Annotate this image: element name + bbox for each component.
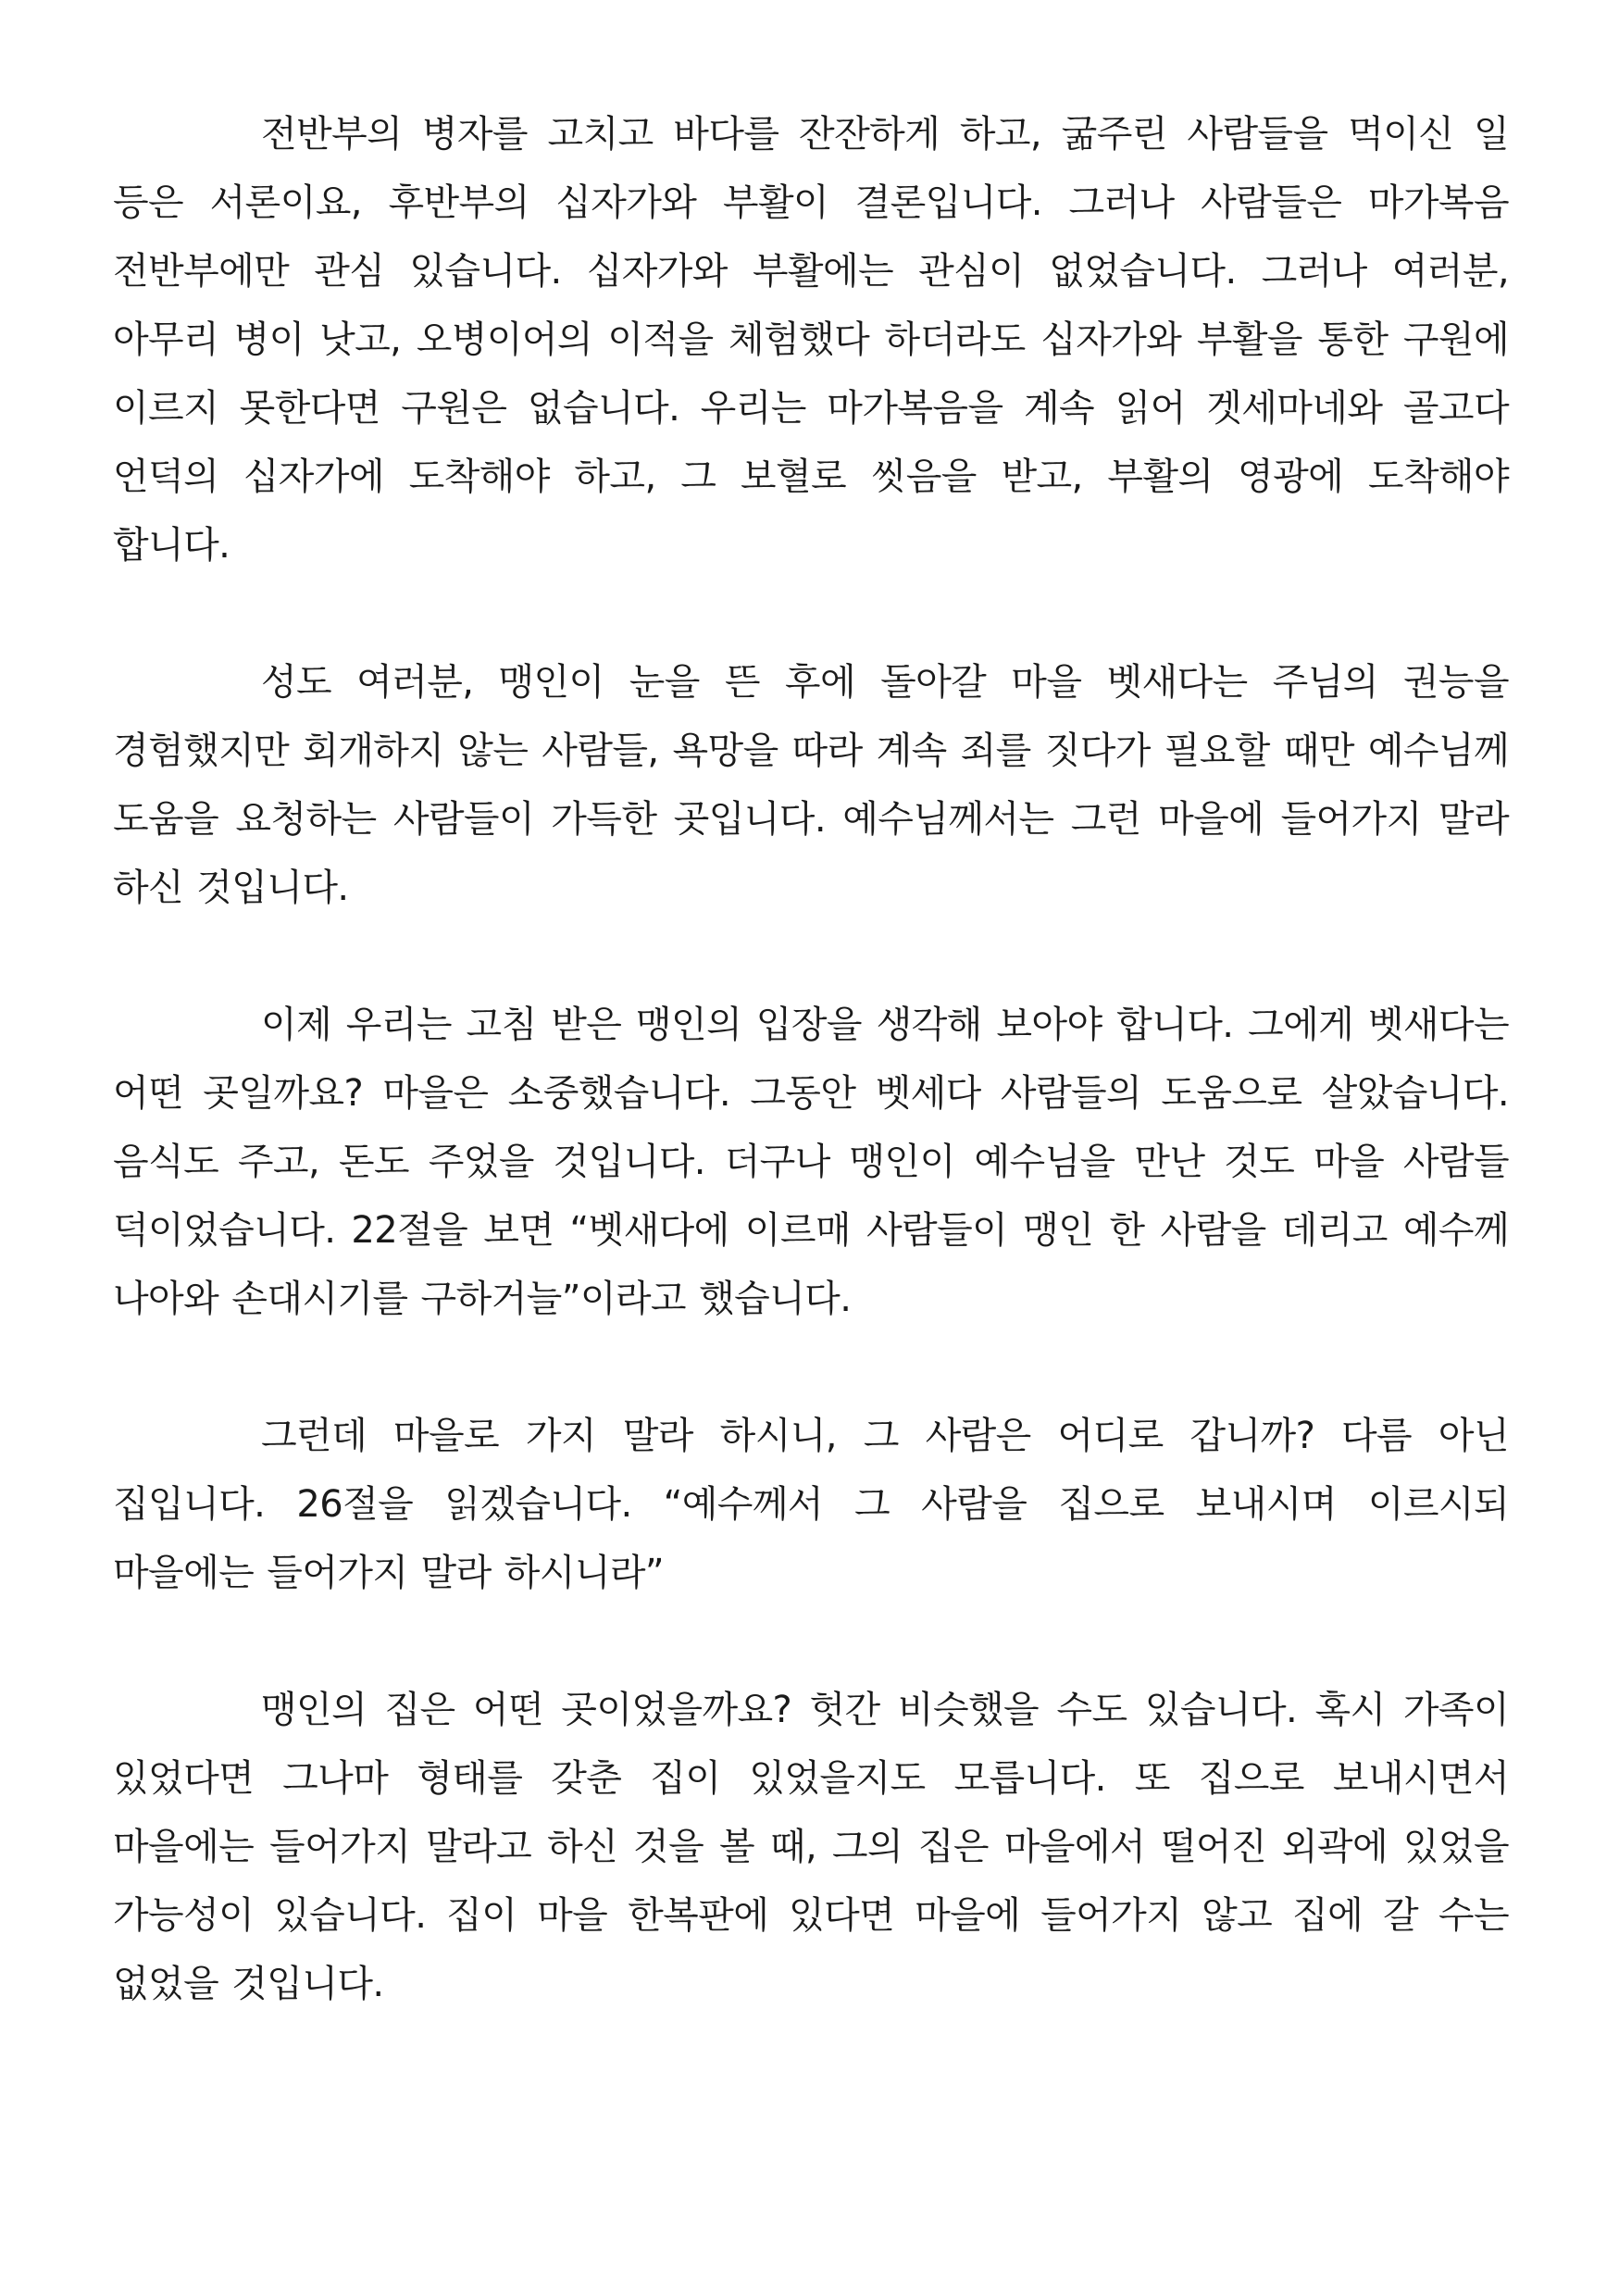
document-body <box>113 100 1509 2087</box>
paragraph-5: 맹인의 집은 어떤 곳이었을까요? 헛간 비슷했을 수도 있습니다. 혹시 가족이 있었다면 그나마 형태를 갖춘 집이 있었을지도 모릅니다. 또 집으로 보내시면서 마을에는 들어가지 말라고 하신 것을 볼 때, 그의 집은 마을에서 떨어진 외곽에 있었을 가능성이 있습니다. 집이 마을 한복판에 있다면 마을에 들어가지 않고 집에 갈 수는 없었을 것입니다. <box>113 1689 1509 2005</box>
paragraph-1: 전반부의 병자를 고치고 바다를 잔잔하게 하고, 굶주린 사람들을 먹이신 일 등은 서론이요, 후반부의 십자가와 부활이 결론입니다. 그러나 사람들은 마가복음 전반부에만 관심 있습니다. 십자가와 부활에는 관심이 없었습니다. 그러나 여러분, 아무리 병이 낫고, 오병이어의 이적을 체험했다 하더라도 십자가와 부활을 통한 구원에 이르지 못한다면 구원은 없습니다. 우리는 마가복음을 계속 읽어 겟세마네와 골고다 언덕의 십자가에 도착해야 하고, 그 보혈로 씻음을 받고, 부활의 영광에 도착해야 합니다. <box>113 113 1509 567</box>
paragraph-2: 성도 여러분, 맹인이 눈을 뜬 후에 돌아갈 마을 벳새다는 주님의 권능을 경험했지만 회개하지 않는 사람들, 욕망을 따라 계속 죄를 짓다가 필요할 때만 예수님께 도움을 요청하는 사람들이 가득한 곳입니다. 예수님께서는 그런 마을에 들어가지 말라 하신 것입니다. <box>113 661 1509 909</box>
paragraph-3: 이제 우리는 고침 받은 맹인의 입장을 생각해 보아야 합니다. 그에게 벳새다는 어떤 곳일까요? 마을은 소중했습니다. 그동안 벳세다 사람들의 도움으로 살았습니다. 음식도 주고, 돈도 주었을 것입니다. 더구나 맹인이 예수님을 만난 것도 마을 사람들 덕이었습니다. 22절을 보면 “벳새다에 이르매 사람들이 맹인 한 사람을 데리고 예수께 나아와 손대시기를 구하거늘”이라고 했습니다. <box>113 1004 1509 1320</box>
paragraph-4: 그런데 마을로 가지 말라 하시니, 그 사람은 어디로 갑니까? 다름 아닌 집입니다. 26절을 읽겠습니다. “예수께서 그 사람을 집으로 보내시며 이르시되 마을에는 들어가지 말라 하시니라” <box>113 1415 1509 1594</box>
